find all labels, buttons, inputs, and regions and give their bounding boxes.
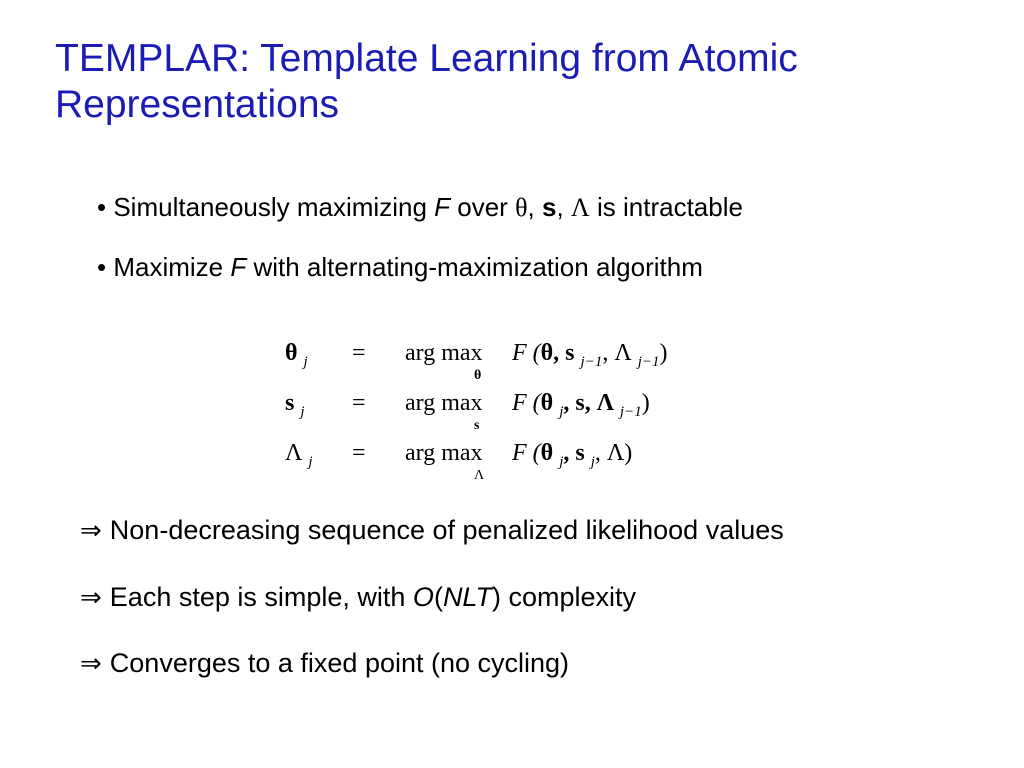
bullet-text: Simultaneously maximizing: [113, 192, 435, 222]
implication-non-decreasing: [80, 515, 784, 546]
equation-rhs: F (θ $_j$, s $_j$, Λ): [512, 440, 633, 470]
implies-arrow-icon: ⇒: [80, 649, 102, 679]
equation-rhs: F (θ $_j$, s, Λ $_{j-1}$): [512, 390, 650, 420]
argmax-subscript: θ: [474, 368, 482, 383]
equation-rhs: F (θ, s $_{j-1}$, Λ $_{j-1}$): [512, 340, 668, 370]
bullet-text: Maximize: [113, 252, 231, 282]
slide-title: TEMPLAR: Template Learning from Atomic Representations: [55, 37, 798, 126]
bullet-intractable: [97, 192, 743, 223]
comma: ,: [527, 192, 542, 222]
implication-text: Each step is simple, with: [109, 582, 413, 612]
equation-lhs: Λ $_j$: [285, 440, 313, 470]
implication-text: Non-decreasing sequence of penalized likelihood values: [109, 515, 784, 545]
argmax-operator: arg max: [405, 340, 483, 366]
equation-lhs: s $_j$: [285, 390, 305, 420]
bullet-text: with alternating-maximization algorithm: [246, 252, 703, 282]
implies-arrow-icon: ⇒: [80, 516, 102, 546]
implication-converges: [80, 648, 569, 679]
argmax-subscript: Λ: [474, 468, 485, 483]
equals-sign: =: [352, 340, 366, 366]
implication-complexity: ⇒ Each step is simple, with O(NLT) complexity: [80, 582, 636, 613]
bullet-maximize: [97, 252, 703, 283]
big-o: O: [412, 582, 434, 612]
bullet-marker: •: [97, 252, 107, 282]
bullet-text: is intractable: [589, 192, 743, 222]
implication-text: complexity: [500, 582, 636, 612]
bullet-text: over: [450, 192, 516, 222]
s-symbol: s: [541, 192, 557, 222]
argmax-subscript: s: [474, 418, 480, 433]
implies-arrow-icon: ⇒: [80, 583, 102, 613]
lambda-symbol: Λ: [570, 193, 590, 222]
argmax-operator: arg max: [405, 390, 483, 416]
implication-text: Converges to a fixed point (no cycling): [109, 648, 570, 678]
equation-lhs: θ $_j$: [285, 340, 308, 370]
argmax-operator: arg max: [405, 440, 483, 466]
function-F: F: [434, 192, 451, 222]
function-F: F: [230, 252, 247, 282]
equals-sign: =: [352, 390, 366, 416]
complexity-term: NLT: [442, 582, 492, 612]
equals-sign: =: [352, 440, 366, 466]
theta-symbol: θ: [515, 193, 528, 222]
comma: ,: [556, 192, 571, 222]
bullet-marker: •: [97, 192, 107, 222]
